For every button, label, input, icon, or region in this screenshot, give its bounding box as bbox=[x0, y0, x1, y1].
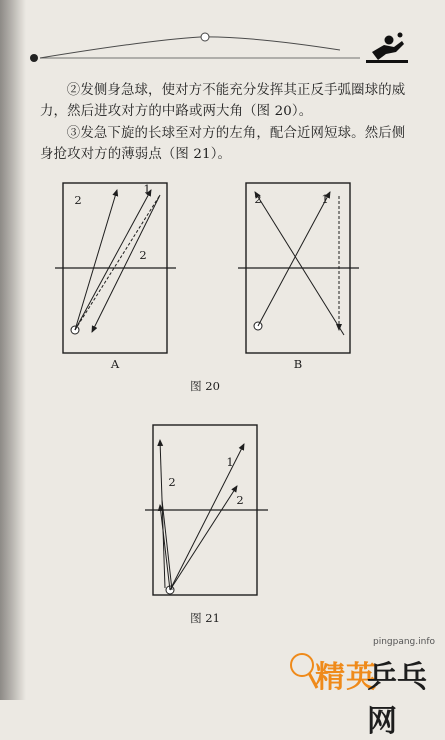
figure-20-panel-a bbox=[55, 183, 176, 353]
arrow-dashed bbox=[75, 195, 160, 330]
fig20-a-label-2b: 2 bbox=[139, 248, 147, 262]
watermark-text-black: 乒乓网 bbox=[367, 660, 427, 739]
watermark-logo bbox=[289, 650, 439, 739]
fig20-a-label-2: 2 bbox=[74, 193, 82, 207]
paragraph-serve-underspin: ③发急下旋的长球至对方的左角，配合近网短球。然后侧身抢攻对方的薄弱点（图 21）。 bbox=[40, 126, 406, 162]
figure-20 bbox=[0, 175, 445, 405]
arrow-2 bbox=[170, 486, 237, 590]
fig21-label-1: 1 bbox=[226, 455, 234, 469]
fig20-b-label-1: 1 bbox=[321, 192, 329, 206]
fig20-panel-b-label: B bbox=[293, 357, 303, 371]
figure-21-caption: 图 21 bbox=[190, 611, 220, 625]
figure-20-panel-b bbox=[238, 183, 359, 353]
header-dot-icon bbox=[30, 54, 38, 62]
header-ball-icon bbox=[201, 33, 209, 41]
arrow-2 bbox=[255, 192, 344, 335]
figure-20-caption: 图 20 bbox=[190, 379, 220, 393]
paragraph-serve-sidespin: ②发侧身急球，使对方不能充分发挥其正反手弧圈球的威力，然后进攻对方的中路或两大角（图 20）。 bbox=[40, 83, 406, 119]
fig21-label-2-right: 2 bbox=[236, 493, 244, 507]
player-pictogram-icon bbox=[366, 33, 408, 64]
figure-21 bbox=[0, 420, 445, 610]
arrow-2-left bbox=[75, 190, 117, 330]
watermark-url: pingpang.info bbox=[372, 637, 435, 647]
fig20-b-label-2: 2 bbox=[254, 192, 262, 206]
fig20-panel-a-label: A bbox=[110, 357, 120, 371]
header-arc bbox=[40, 37, 360, 58]
fig20-a-label-1: 1 bbox=[143, 182, 151, 196]
arrow-1 bbox=[258, 192, 330, 326]
fig21-label-2-left: 2 bbox=[168, 475, 176, 489]
arrow-2-return bbox=[92, 195, 160, 332]
watermark-text-orange: 精英 bbox=[315, 660, 377, 695]
header-decoration bbox=[0, 0, 445, 80]
